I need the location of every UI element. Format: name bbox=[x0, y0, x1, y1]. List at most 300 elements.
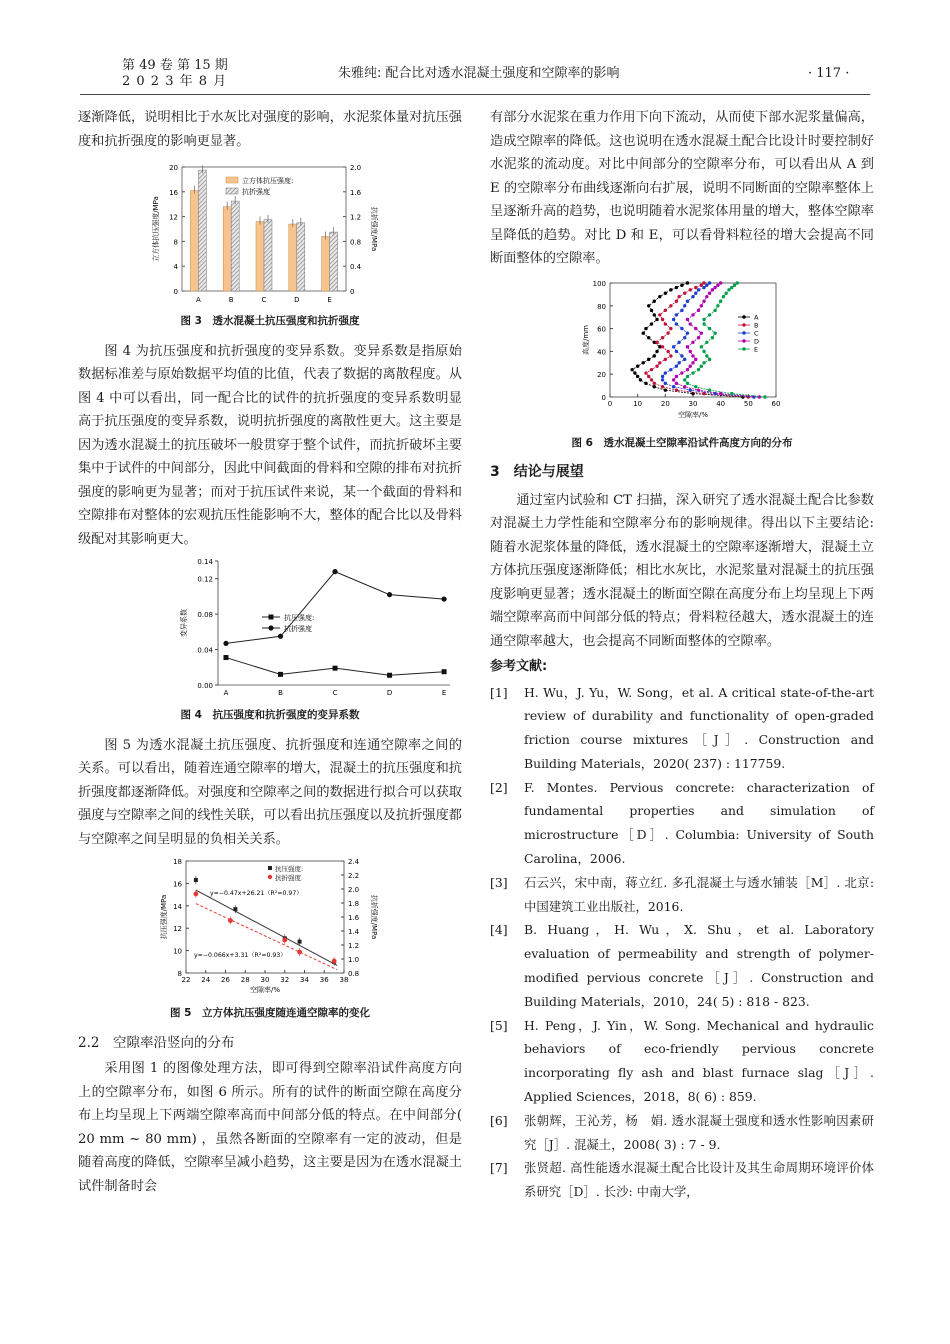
legend-label: 抗折强度 bbox=[284, 625, 312, 633]
legend-marker bbox=[742, 331, 745, 334]
y-tick-label: 0.08 bbox=[197, 611, 213, 620]
data-point bbox=[644, 326, 647, 329]
data-point bbox=[691, 340, 694, 343]
data-point bbox=[661, 374, 664, 377]
data-point bbox=[713, 331, 716, 334]
data-point bbox=[689, 388, 692, 391]
legend-marker bbox=[268, 625, 273, 630]
data-point bbox=[675, 299, 678, 302]
data-point bbox=[650, 378, 653, 381]
data-point bbox=[664, 291, 667, 294]
data-point bbox=[716, 283, 719, 286]
page-number: · 117 · bbox=[808, 66, 850, 81]
data-point bbox=[655, 349, 658, 352]
data-point bbox=[694, 326, 697, 329]
y-tick-label: 0.12 bbox=[197, 575, 213, 584]
legend-label: E bbox=[754, 345, 759, 353]
data-point bbox=[639, 378, 642, 381]
compressive-strength-bar bbox=[223, 207, 231, 291]
data-point bbox=[387, 592, 392, 597]
reference-text: F. Montes. Pervious concrete: characterization of fundamental properties and simulation of microstructure［D］. Columbia: University of South Carolina，2006. bbox=[524, 779, 874, 867]
reference-number: [3] bbox=[490, 874, 508, 890]
data-point bbox=[697, 367, 700, 370]
data-point bbox=[630, 367, 633, 370]
section-3-heading: 3 结论与展望 bbox=[490, 464, 584, 480]
data-point bbox=[669, 288, 672, 291]
data-point bbox=[677, 294, 680, 297]
data-point bbox=[708, 357, 711, 360]
figure-4-line-chart bbox=[78, 555, 462, 701]
data-point bbox=[672, 385, 675, 388]
figure-3-caption: 图 3 透水混凝土抗压强度和抗折强度 bbox=[180, 315, 360, 327]
y-tick-label: 18 bbox=[173, 858, 182, 866]
data-point bbox=[278, 634, 283, 639]
reference-text: B. Huang，H. Wu，X. Shu，et al. Laboratory evaluation of permeability and strength of polymer-modified pervious concrete［J］. Construction and Building Materials，2010，24( 5) : 818 - 823. bbox=[524, 922, 874, 1009]
data-point bbox=[730, 391, 733, 394]
reference-text: 张朝辉，王沁芳，杨 娟. 透水混凝土强度和透水性影响因素研究［J］. 混凝土，2008( 3) : 7 - 9. bbox=[524, 1112, 874, 1152]
data-point bbox=[644, 371, 647, 374]
data-point bbox=[664, 322, 667, 325]
fit-equation: y=−0.47x+26.21（R²=0.97） bbox=[210, 890, 303, 897]
x-tick-label: C bbox=[332, 689, 338, 697]
x-tick-label: B bbox=[278, 689, 283, 697]
legend-label: 立方体抗压强度: bbox=[242, 177, 294, 185]
data-point bbox=[669, 326, 672, 329]
legend-label: D bbox=[754, 337, 760, 345]
data-point bbox=[689, 364, 692, 367]
y-axis-label: 高度/mm bbox=[582, 324, 590, 355]
data-point bbox=[686, 367, 689, 370]
x-tick-label: 24 bbox=[201, 976, 211, 984]
x-tick-label: 38 bbox=[339, 976, 349, 984]
x-tick-label: D bbox=[386, 689, 393, 697]
x-tick-label: 26 bbox=[221, 976, 230, 984]
data-point bbox=[642, 361, 645, 364]
data-point bbox=[683, 336, 686, 339]
data-point bbox=[686, 299, 689, 302]
data-point bbox=[708, 313, 711, 316]
y2-tick-label: 1.4 bbox=[348, 928, 360, 936]
data-point bbox=[722, 294, 725, 297]
y-tick-label: 0.00 bbox=[197, 682, 213, 690]
legend-marker bbox=[742, 347, 745, 350]
legend-marker bbox=[269, 615, 274, 620]
x-tick-label: D bbox=[294, 296, 300, 304]
data-point bbox=[675, 388, 678, 391]
data-point bbox=[441, 596, 446, 601]
legend-marker bbox=[268, 875, 272, 879]
x-tick-label: 36 bbox=[319, 976, 329, 984]
data-point bbox=[223, 641, 228, 646]
y-axis-label: 立方体抗压强度/MPa bbox=[152, 196, 160, 262]
data-point bbox=[713, 285, 716, 288]
data-point bbox=[664, 371, 667, 374]
data-point bbox=[694, 385, 697, 388]
data-point bbox=[653, 299, 656, 302]
data-point bbox=[694, 285, 697, 288]
data-point bbox=[683, 385, 686, 388]
data-point bbox=[736, 281, 739, 284]
right-column bbox=[490, 106, 874, 1204]
x-tick-label: A bbox=[223, 689, 229, 697]
x-tick-label: E bbox=[441, 689, 447, 697]
running-title: 朱雅纯: 配合比对透水混凝土强度和空隙率的影响 bbox=[338, 66, 620, 81]
data-point bbox=[332, 569, 337, 574]
data-point bbox=[689, 349, 692, 352]
header-rule bbox=[80, 94, 870, 95]
flexural-point bbox=[332, 959, 337, 964]
reference-number: [7] bbox=[490, 1160, 508, 1176]
y-tick-label: 80 bbox=[597, 302, 606, 311]
data-point bbox=[658, 361, 661, 364]
data-point bbox=[387, 673, 392, 678]
data-point bbox=[708, 291, 711, 294]
x-tick-label: E bbox=[327, 296, 332, 304]
flexural-strength-bar bbox=[297, 223, 305, 291]
y-tick-label: 14 bbox=[173, 902, 182, 911]
data-point bbox=[683, 291, 686, 294]
legend-label: 抗折强度 bbox=[242, 188, 270, 196]
x-tick-label: A bbox=[196, 296, 201, 304]
figure-6-caption: 图 6 透水混凝土空隙率沿试件高度方向的分布 bbox=[571, 436, 793, 449]
data-point bbox=[686, 374, 689, 377]
x-tick-label: 22 bbox=[181, 976, 191, 984]
data-point bbox=[677, 340, 680, 343]
data-point bbox=[711, 336, 714, 339]
data-point bbox=[655, 340, 658, 343]
flexural-point bbox=[193, 892, 198, 897]
data-point bbox=[700, 364, 703, 367]
paragraph: 采用图 1 的图像处理方法，即可得到空隙率沿试件高度方向上的空隙率分布，如图 6 所示。所有的试件的断面空隙在高度分布上均呈现上下两端空隙率高而中间部分低的特点。在中间部分( 20 mm ~ 80 mm) ，虽然各断面的空隙率有一定的波动，但是随着高度的降低，空隙率呈减小趋势，这主要是因为在透水混凝土试件制备时会 bbox=[78, 1061, 462, 1194]
data-point bbox=[708, 388, 711, 391]
data-point bbox=[686, 317, 689, 320]
y-tick-label: 12 bbox=[173, 925, 182, 934]
y-tick-label: 4 bbox=[173, 263, 178, 272]
y-tick-label: 100 bbox=[592, 279, 606, 288]
paragraph: 有部分水泥浆在重力作用下向下流动，从而使下部水泥浆量偏高，造成空隙率的降低。这也说明在透水混凝土配合比设计时要控制好水泥浆的流动度。对比中间部分的空隙率分布，可以看出从 A 到 E 的空隙率分布曲线逐渐向右扩展，说明不同断面的空隙率整体上呈逐渐升高的趋势，也说明随着水泥浆体用量的增大，整体空隙率呈降低的趋势。对比 D 和 E，可以看骨料粒径的增大会提高不同断面整体的空隙率。 bbox=[490, 110, 874, 266]
data-point bbox=[700, 283, 703, 286]
paragraph: 图 4 为抗压强度和抗折强度的变异系数。变异系数是指原始数据标准差与原始数据平均值的比值，代表了数据的离散程度。从图 4 中可以看出，同一配合比的试件的抗折强度的变异系数明显高于抗压强度的变异系数，说明抗折强度的离散性更大。这主要是因为透水混凝土的抗压破坏一般贯穿于整个试件，而抗折破坏主要集中于试件的中间部分，因此中间截面的骨料和空隙的排布对抗折强度的影响更为显著；而对于抗压试件来说，某一个截面的骨料和空隙排布对整体的宏观抗压性能影响不大，整体的配合比以及骨料级配对其影响更大。 bbox=[78, 343, 462, 547]
legend-label: A bbox=[754, 313, 759, 321]
data-point bbox=[680, 326, 683, 329]
series-line-E bbox=[685, 283, 765, 397]
data-point bbox=[727, 288, 730, 291]
data-point bbox=[677, 361, 680, 364]
legend-label: 抗压强度: bbox=[284, 614, 315, 622]
y2-tick-label: 0.8 bbox=[348, 970, 360, 978]
y2-tick-label: 2.2 bbox=[348, 872, 360, 880]
figure-3-bar-chart bbox=[78, 159, 462, 307]
reference-number: [5] bbox=[490, 1017, 508, 1033]
section-2-2-heading: 2.2 空隙率沿竖向的分布 bbox=[78, 1034, 235, 1051]
x-tick-label: B bbox=[228, 296, 234, 304]
legend-label: 抗折强度 bbox=[275, 874, 301, 882]
x-tick-label: 10 bbox=[633, 399, 643, 408]
data-point bbox=[672, 317, 675, 320]
legend-label: C bbox=[754, 329, 759, 337]
data-point bbox=[658, 313, 661, 316]
data-point bbox=[686, 345, 689, 348]
flexural-strength-bar bbox=[231, 201, 239, 291]
data-point bbox=[705, 283, 708, 286]
data-point bbox=[680, 308, 683, 311]
data-point bbox=[653, 385, 656, 388]
data-point bbox=[669, 367, 672, 370]
references-heading: 参考文献: bbox=[490, 659, 548, 674]
data-point bbox=[653, 381, 656, 384]
y2-tick-label: 2.0 bbox=[348, 886, 360, 894]
data-point bbox=[647, 374, 650, 377]
data-point bbox=[702, 361, 705, 364]
data-point bbox=[697, 288, 700, 291]
data-point bbox=[719, 299, 722, 302]
x-tick-label: 0 bbox=[607, 399, 613, 408]
figure-4-caption: 图 4 抗压强度和抗折强度的变异系数 bbox=[180, 709, 360, 721]
data-point bbox=[650, 367, 653, 370]
x-axis-label: 空隙率/% bbox=[249, 986, 281, 994]
data-point bbox=[664, 388, 667, 391]
flexural-strength-bar bbox=[330, 232, 338, 291]
y2-tick-label: 0.8 bbox=[350, 238, 362, 247]
data-point bbox=[666, 349, 669, 352]
data-point bbox=[697, 336, 700, 339]
legend-marker bbox=[742, 323, 745, 326]
data-point bbox=[713, 308, 716, 311]
data-point bbox=[683, 304, 686, 307]
data-point bbox=[664, 381, 667, 384]
data-point bbox=[702, 285, 705, 288]
data-point bbox=[680, 283, 683, 286]
y2-tick-label: 0.4 bbox=[350, 263, 362, 272]
series-line-flexural bbox=[226, 572, 444, 644]
data-point bbox=[686, 381, 689, 384]
flexural-point bbox=[282, 938, 287, 943]
y2-tick-label: 1.6 bbox=[348, 914, 360, 922]
reference-number: [4] bbox=[490, 922, 508, 938]
data-point bbox=[705, 340, 708, 343]
x-tick-label: 40 bbox=[716, 399, 726, 408]
y-tick-label: 0 bbox=[173, 288, 178, 296]
data-point bbox=[708, 326, 711, 329]
data-point bbox=[661, 345, 664, 348]
legend-marker bbox=[742, 315, 745, 318]
legend-swatch-compressive bbox=[226, 177, 238, 183]
data-point bbox=[691, 371, 694, 374]
data-point bbox=[642, 331, 645, 334]
reference-item bbox=[490, 776, 874, 871]
fit-equation: y=−0.066x+3.31（R²=0.93） bbox=[194, 952, 287, 959]
data-point bbox=[730, 285, 733, 288]
data-point bbox=[669, 354, 672, 357]
data-point bbox=[700, 304, 703, 307]
journal-volume: 第 49 卷 第 15 期 bbox=[122, 58, 228, 73]
reference-text: 张贤超. 高性能透水混凝土配合比设计及其生命周期环境评价体系研究［D］. 长沙: 中南大学， bbox=[524, 1160, 874, 1200]
y-tick-label: 16 bbox=[169, 188, 178, 197]
data-point bbox=[653, 354, 656, 357]
reference-number: [2] bbox=[490, 779, 508, 795]
x-tick-label: 20 bbox=[660, 399, 670, 408]
y2-tick-label: 1.6 bbox=[350, 188, 362, 197]
data-point bbox=[669, 304, 672, 307]
left-column bbox=[78, 106, 462, 1198]
data-point bbox=[675, 322, 678, 325]
y-tick-label: 8 bbox=[173, 238, 178, 247]
data-point bbox=[763, 395, 766, 398]
y2-axis-label: 抗折强度/MPa bbox=[370, 894, 378, 940]
x-tick-label: 30 bbox=[688, 399, 698, 408]
data-point bbox=[664, 308, 667, 311]
data-point bbox=[708, 281, 711, 284]
data-point bbox=[647, 304, 650, 307]
data-point bbox=[672, 345, 675, 348]
data-point bbox=[683, 378, 686, 381]
reference-item bbox=[490, 1109, 874, 1157]
x-tick-label: 28 bbox=[240, 976, 250, 984]
data-point bbox=[636, 364, 639, 367]
y2-tick-label: 1.0 bbox=[348, 956, 360, 964]
x-tick-label: 34 bbox=[300, 976, 309, 984]
flexural-strength-bar bbox=[264, 220, 272, 291]
data-point bbox=[661, 378, 664, 381]
y-tick-label: 20 bbox=[597, 370, 606, 379]
data-point bbox=[658, 294, 661, 297]
data-point bbox=[675, 313, 678, 316]
reference-text: 石云兴，宋中南，蒋立红. 多孔混凝土与透水铺装［M］. 北京: 中国建筑工业出版社，2016. bbox=[524, 874, 874, 914]
flexural-point bbox=[297, 950, 302, 955]
data-point bbox=[333, 666, 338, 671]
reference-text: H. Peng，J. Yin，W. Song. Mechanical and hydraulic behaviors of eco-friendly pervious concrete incorporating fly ash and blast furnace slag［J］. Applied Sciences，2018，8( 6) : 859. bbox=[524, 1017, 874, 1105]
data-point bbox=[725, 291, 728, 294]
flexural-fit-line bbox=[196, 904, 337, 970]
x-tick-label: 50 bbox=[743, 399, 753, 408]
x-axis-label: 空隙率/% bbox=[677, 410, 709, 419]
y-tick-label: 40 bbox=[597, 347, 606, 356]
figure-5-caption: 图 5 立方体抗压强度随连通空隙率的变化 bbox=[170, 1007, 370, 1019]
data-point bbox=[702, 322, 705, 325]
compressive-strength-bar bbox=[322, 236, 330, 291]
y-tick-label: 0.14 bbox=[197, 558, 213, 566]
data-point bbox=[650, 322, 653, 325]
data-point bbox=[716, 304, 719, 307]
data-point bbox=[689, 288, 692, 291]
x-tick-label: 30 bbox=[260, 976, 270, 984]
legend-swatch-flexural bbox=[226, 188, 238, 194]
data-point bbox=[672, 378, 675, 381]
legend-marker bbox=[742, 339, 745, 342]
reference-item bbox=[490, 681, 874, 776]
data-point bbox=[680, 371, 683, 374]
data-point bbox=[666, 331, 669, 334]
y-tick-label: 20 bbox=[169, 164, 178, 172]
data-point bbox=[686, 331, 689, 334]
paragraph: 逐渐降低，说明相比于水灰比对强度的影响，水泥浆体量对抗压强度和抗折强度的影响更显著。 bbox=[78, 110, 462, 149]
data-point bbox=[661, 336, 664, 339]
flexural-point bbox=[228, 918, 233, 923]
y2-axis-label: 抗折强度/MPa bbox=[370, 206, 378, 252]
data-point bbox=[702, 281, 705, 284]
plot-frame bbox=[610, 283, 776, 397]
reference-item bbox=[490, 1014, 874, 1109]
legend-label: B bbox=[754, 321, 759, 329]
compressive-strength-bar bbox=[289, 224, 297, 291]
data-point bbox=[691, 313, 694, 316]
data-point bbox=[711, 288, 714, 291]
compressive-point bbox=[233, 907, 237, 911]
y2-tick-label: 0 bbox=[350, 288, 355, 296]
flexural-strength-bar bbox=[198, 170, 206, 291]
data-point bbox=[702, 349, 705, 352]
y-tick-label: 12 bbox=[169, 213, 178, 222]
data-point bbox=[633, 371, 636, 374]
reference-item bbox=[490, 871, 874, 919]
data-point bbox=[719, 281, 722, 284]
compressive-point bbox=[194, 878, 198, 882]
y2-tick-label: 1.2 bbox=[348, 942, 360, 950]
paragraph: 图 5 为透水混凝土抗压强度、抗折强度和连通空隙率之间的关系。可以看出，随着连通空隙率的增大，混凝土的抗压强度和抗折强度都逐渐降低。对强度和空隙率之间的数据进行拟合可以获取强度与空隙率之间的线性关联，可以看出抗压强度以及抗折强度都与空隙率之间呈明显的负相关关系。 bbox=[78, 737, 462, 847]
data-point bbox=[655, 364, 658, 367]
data-point bbox=[661, 317, 664, 320]
reference-number: [6] bbox=[490, 1112, 508, 1128]
data-point bbox=[675, 374, 678, 377]
figure-6-line-chart bbox=[490, 277, 874, 429]
data-point bbox=[636, 374, 639, 377]
journal-date: 2 0 2 3 年 8 月 bbox=[122, 74, 228, 89]
data-point bbox=[650, 308, 653, 311]
y2-tick-label: 1.8 bbox=[348, 900, 360, 908]
data-point bbox=[647, 336, 650, 339]
figure-5-scatter-chart bbox=[78, 855, 462, 999]
x-tick-label: 60 bbox=[771, 399, 781, 408]
legend-marker bbox=[268, 866, 272, 870]
data-point bbox=[442, 669, 447, 674]
data-point bbox=[680, 354, 683, 357]
data-point bbox=[694, 291, 697, 294]
data-point bbox=[694, 357, 697, 360]
y-tick-label: 10 bbox=[173, 947, 182, 956]
y2-tick-label: 2.0 bbox=[350, 164, 362, 172]
y-tick-label: 0.04 bbox=[197, 646, 213, 655]
y2-tick-label: 1.2 bbox=[350, 213, 362, 222]
data-point bbox=[733, 283, 736, 286]
data-point bbox=[691, 354, 694, 357]
data-point bbox=[644, 381, 647, 384]
compressive-point bbox=[298, 940, 302, 944]
compressive-strength-bar bbox=[190, 191, 198, 291]
reference-list bbox=[490, 681, 874, 1205]
data-point bbox=[689, 322, 692, 325]
data-point bbox=[664, 357, 667, 360]
data-point bbox=[647, 357, 650, 360]
x-tick-label: 32 bbox=[280, 976, 290, 984]
y-tick-label: 0 bbox=[601, 393, 606, 402]
y-axis-label: 变异系数 bbox=[180, 609, 188, 637]
data-point bbox=[653, 313, 656, 316]
data-point bbox=[224, 655, 229, 660]
reference-number: [1] bbox=[490, 684, 508, 700]
data-point bbox=[675, 364, 678, 367]
data-point bbox=[278, 672, 283, 677]
data-point bbox=[702, 317, 705, 320]
reference-item bbox=[490, 918, 874, 1013]
y-tick-label: 8 bbox=[177, 970, 182, 978]
paragraph: 通过室内试验和 CT 扫描，深入研究了透水混凝土配合比参数对混凝土力学性能和空隙率分布的影响规律。得出以下主要结论: 随着水泥浆体量的降低，透水混凝土的空隙率逐渐增大，混凝土立方体抗压强度逐渐降低；相比水灰比，水泥浆量对混凝土的抗压强度影响更显著；透水混凝土的断面空隙在高度分布上均呈现上下两端空隙率高而中间部分低的特点；骨料粒径越大，透水混凝土的连通空隙率越大，也会提高不同断面整体的空隙率。 bbox=[490, 492, 874, 649]
y2-tick-label: 2.4 bbox=[348, 858, 360, 866]
data-point bbox=[691, 361, 694, 364]
data-point bbox=[705, 294, 708, 297]
data-point bbox=[705, 354, 708, 357]
data-point bbox=[686, 281, 689, 284]
data-point bbox=[697, 308, 700, 311]
